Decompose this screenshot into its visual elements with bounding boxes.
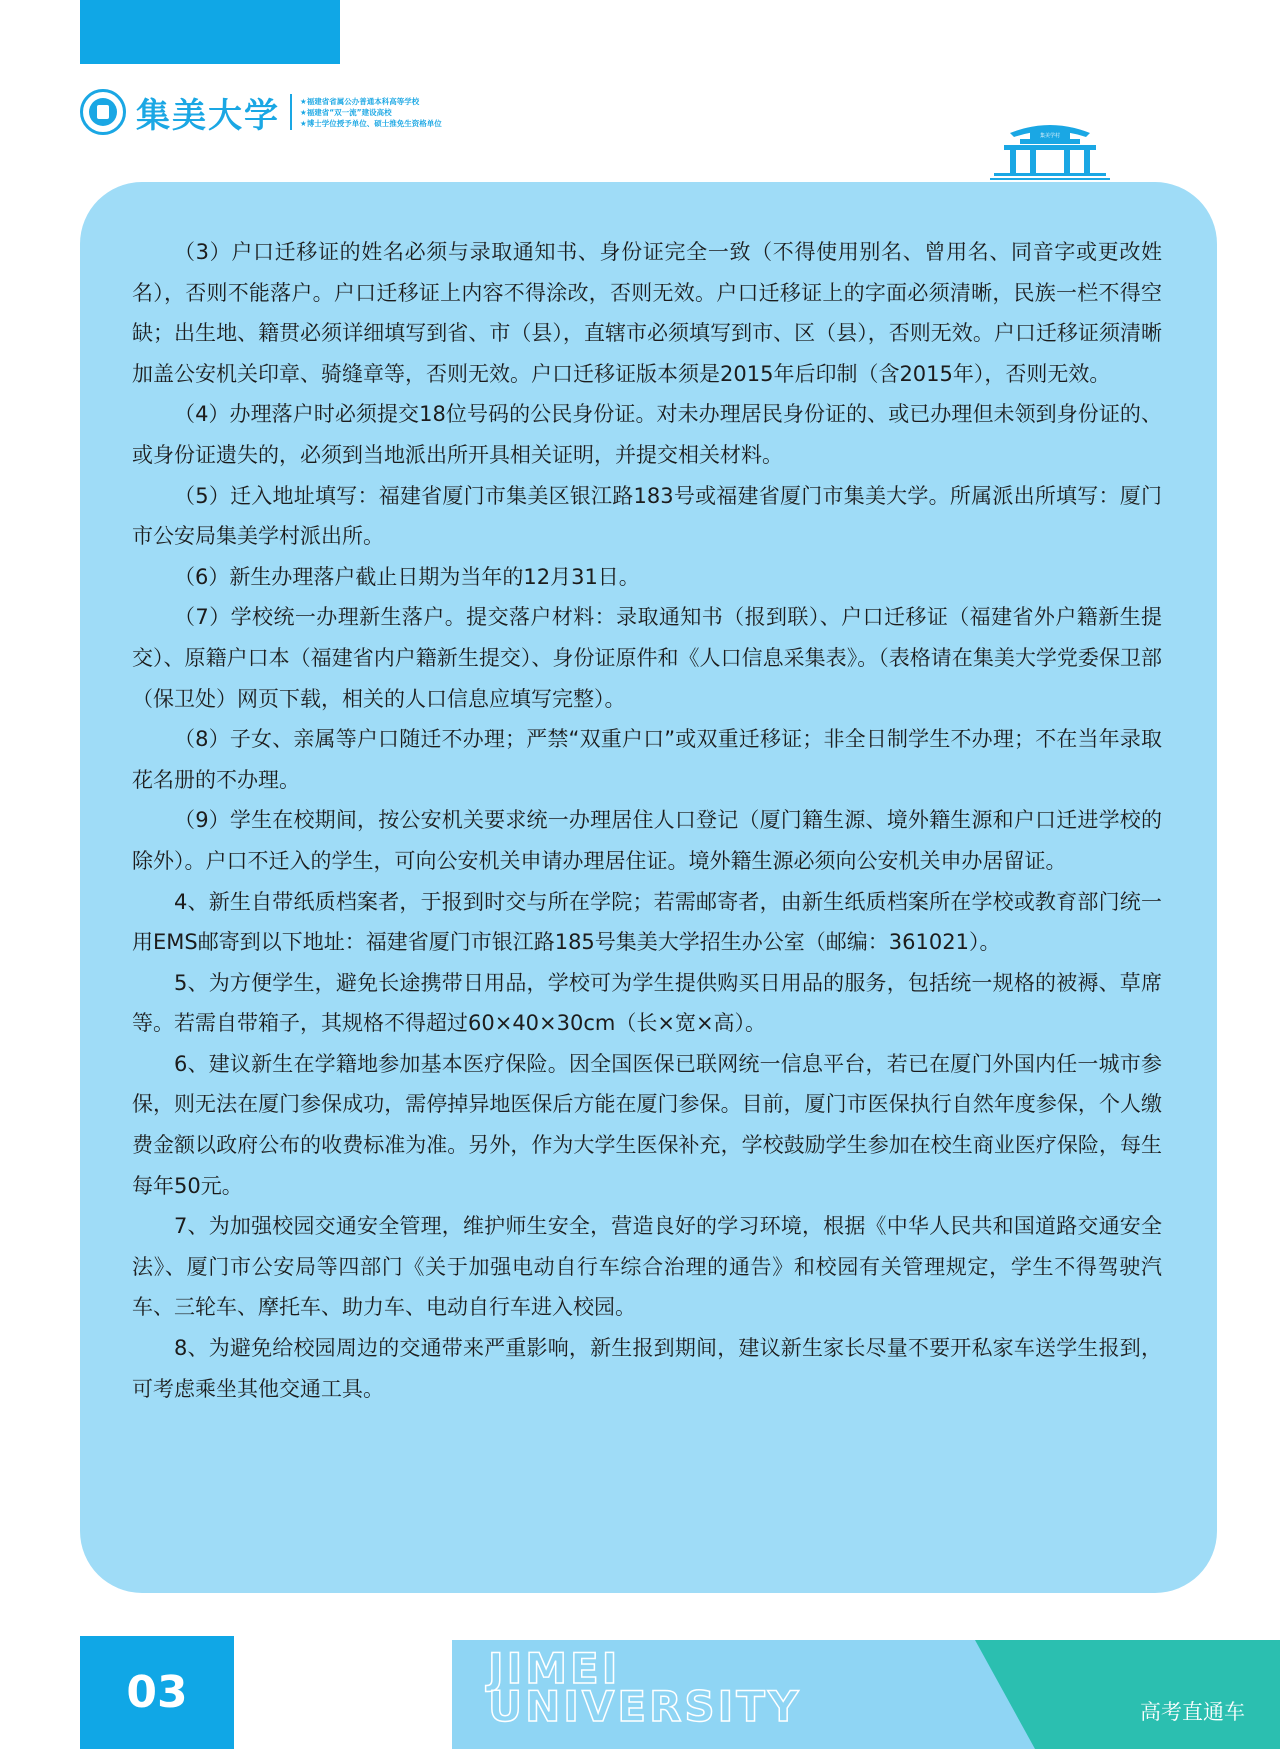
paragraph: （5）迁入地址填写：福建省厦门市集美区银江路183号或福建省厦门市集美大学。所属派出所填写：厦门市公安局集美学村派出所。	[132, 483, 1162, 549]
brand-line-2: UNIVERSITY	[488, 1682, 802, 1731]
content-body	[132, 232, 1162, 1409]
paragraph: 7、为加强校园交通安全管理，维护师生安全，营造良好的学习环境，根据《中华人民共和国道路交通安全法》、厦门市公安局等四部门《关于加强电动自行车综合治理的通告》和校园有关管理规定，学生不得驾驶汽车、三轮车、摩托车、助力车、电动自行车进入校园。	[132, 1214, 1162, 1320]
paragraph: 5、为方便学生，避免长途携带日用品，学校可为学生提供购买日用品的服务，包括统一规格的被褥、草席等。若需自带箱子，其规格不得超过60×40×30cm（长×宽×高）。	[132, 970, 1162, 1036]
paragraph: （6）新生办理落户截止日期为当年的12月31日。	[174, 564, 640, 589]
paragraph: （8）子女、亲属等户口随迁不办理；严禁“双重户口”或双重迁移证；非全日制学生不办理；不在当年录取花名册的不办理。	[132, 727, 1162, 792]
tagline: ★博士学位授予单位、硕士推免生资格单位	[300, 118, 442, 128]
tagline: ★福建省“双一流”建设高校	[300, 107, 392, 117]
paragraph: （4）办理落户时必须提交18位号码的公民身份证。对未办理居民身份证的、或已办理但未领到身份证的、或身份证遗失的，必须到当地派出所开具相关证明，并提交相关材料。	[132, 402, 1162, 467]
paragraph: 4、新生自带纸质档案者，于报到时交与所在学院；若需邮寄者，由新生纸质档案所在学校或教育部门统一用EMS邮寄到以下地址：福建省厦门市银江路185号集美大学招生办公室（邮编：361021）。	[132, 889, 1162, 955]
page-number: 03	[126, 1667, 188, 1718]
brand-line-1: JIMEI	[488, 1644, 621, 1693]
campus-gate-icon	[990, 115, 1110, 181]
brand-wordmark	[488, 1644, 802, 1731]
tagline: ★福建省省属公办普通本科高等学校	[300, 96, 420, 106]
logo-divider	[290, 94, 292, 130]
logo-taglines	[300, 96, 442, 129]
university-name: 集美大学	[136, 95, 280, 136]
watermark-text: 高考直通车	[1140, 1700, 1245, 1724]
paragraph: 6、建议新生在学籍地参加基本医疗保险。因全国医保已联网统一信息平台，若已在厦门外国内任一城市参保，则无法在厦门参保成功，需停掉异地医保后方能在厦门参保。目前，厦门市医保执行自然年度参保，个人缴费金额以政府公布的收费标准为准。另外，作为大学生医保补充，学校鼓励学生参加在校生商业医疗保险，每生每年50元。	[132, 1051, 1162, 1198]
paragraph: （3）户口迁移证的姓名必须与录取通知书、身份证完全一致（不得使用别名、曾用名、同音字或更改姓名），否则不能落户。户口迁移证上内容不得涂改，否则无效。户口迁移证上的字面必须清晰，民族一栏不得空缺；出生地、籍贯必须详细填写到省、市（县），直辖市必须填写到市、区（县），否则无效。户口迁移证须清晰加盖公安机关印章、骑缝章等，否则无效。户口迁移证版本须是2015年后印制（含2015年），否则无效。	[132, 240, 1162, 386]
top-accent-bar	[80, 0, 340, 64]
university-logo	[80, 88, 442, 136]
content-card	[80, 182, 1217, 1593]
gate-plaque: 集美学村	[1039, 133, 1061, 139]
page-number-box	[80, 1636, 234, 1749]
paragraph: （9）学生在校期间，按公安机关要求统一办理居住人口登记（厦门籍生源、境外籍生源和户口迁进学校的除外）。户口不迁入的学生，可向公安机关申请办理居住证。境外籍生源必须向公安机关申办居留证。	[132, 808, 1162, 873]
paragraph: 8、为避免给校园周边的交通带来严重影响，新生报到期间，建议新生家长尽量不要开私家车送学生报到，可考虑乘坐其他交通工具。	[132, 1336, 1162, 1401]
university-seal-icon	[80, 89, 126, 135]
paragraph: （7）学校统一办理新生落户。提交落户材料：录取通知书（报到联）、户口迁移证（福建省外户籍新生提交）、原籍户口本（福建省内户籍新生提交）、身份证原件和《人口信息采集表》。（表格请在集美大学党委保卫部（保卫处）网页下载，相关的人口信息应填写完整）。	[132, 605, 1162, 711]
